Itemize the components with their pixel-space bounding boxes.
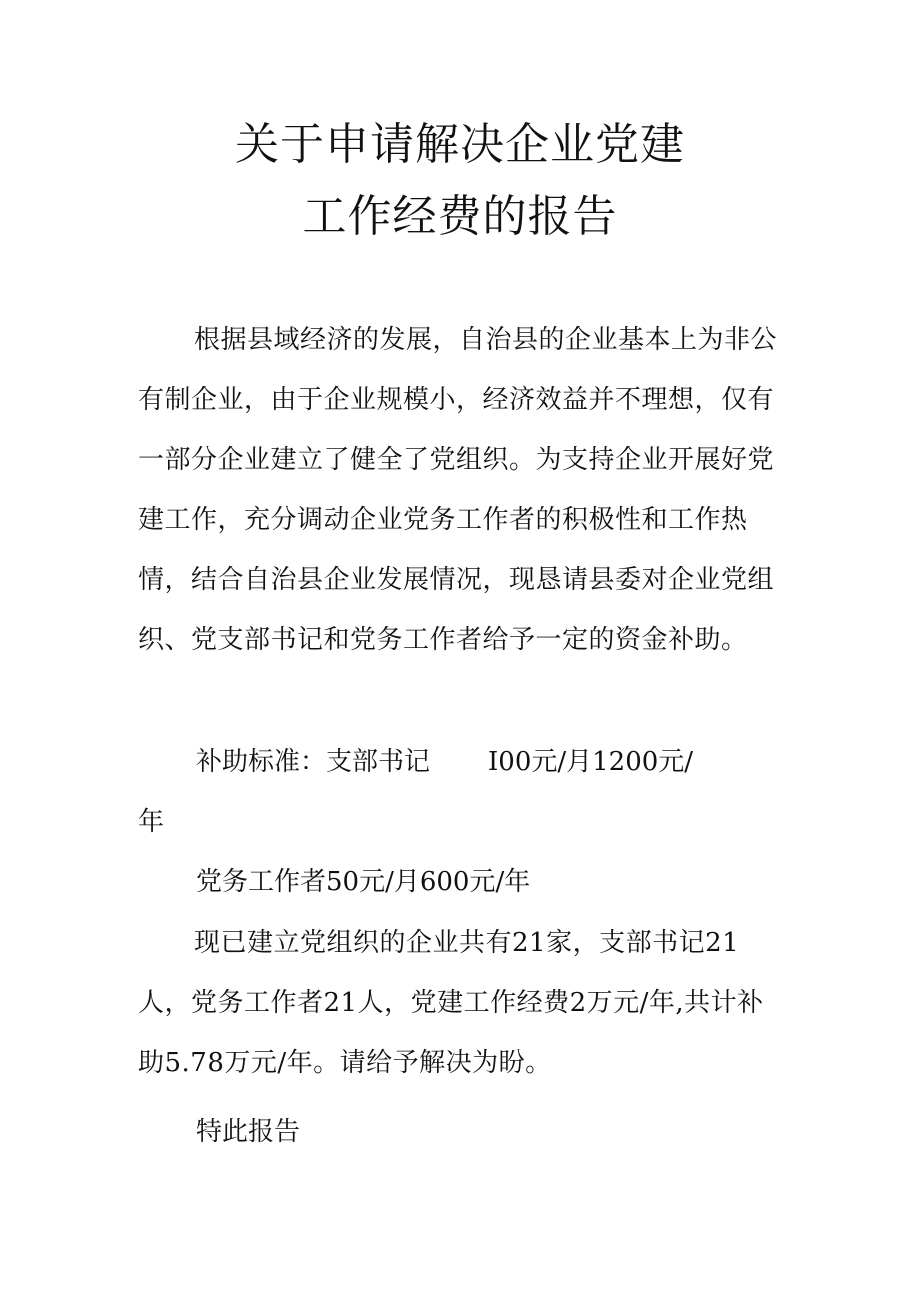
body-paragraph-1-container <box>138 310 780 670</box>
subsidy-standard-label: 补助标准：支部书记 <box>196 747 431 777</box>
body-paragraph-1: 根据县域经济的发展，自治县的企业基本上为非公有制企业，由于企业规模小，经济效益并不理想，仅有一部分企业建立了健全了党组织。为支持企业开展好党建工作，充分调动企业党务工作者的积极性和工作热情，结合自治县企业发展情况，现恳请县委对企业党组织、党支部书记和党务工作者给予一定的资金补助。 <box>138 325 778 655</box>
body-paragraph-2: 现已建立党组织的企业共有21家，支部书记21人，党务工作者21人，党建工作经费2万元/年,共计补助5.78万元/年。请给予解决为盼。 <box>138 928 764 1078</box>
subsidy-standard-line <box>196 732 693 792</box>
report-title-line-1: 关于申请解决企业党建 <box>235 119 685 170</box>
report-title-line-2: 工作经费的报告 <box>302 191 618 242</box>
subsidy-standard-wrap: 年 <box>138 807 165 837</box>
subsidy-secretary-amount: I00元/月1200元/ <box>488 747 694 777</box>
body-paragraph-2-container <box>138 913 780 1093</box>
closing-line: 特此报告 <box>196 1117 301 1147</box>
subsidy-worker-line: 党务工作者50元/月600元/年 <box>196 867 531 897</box>
